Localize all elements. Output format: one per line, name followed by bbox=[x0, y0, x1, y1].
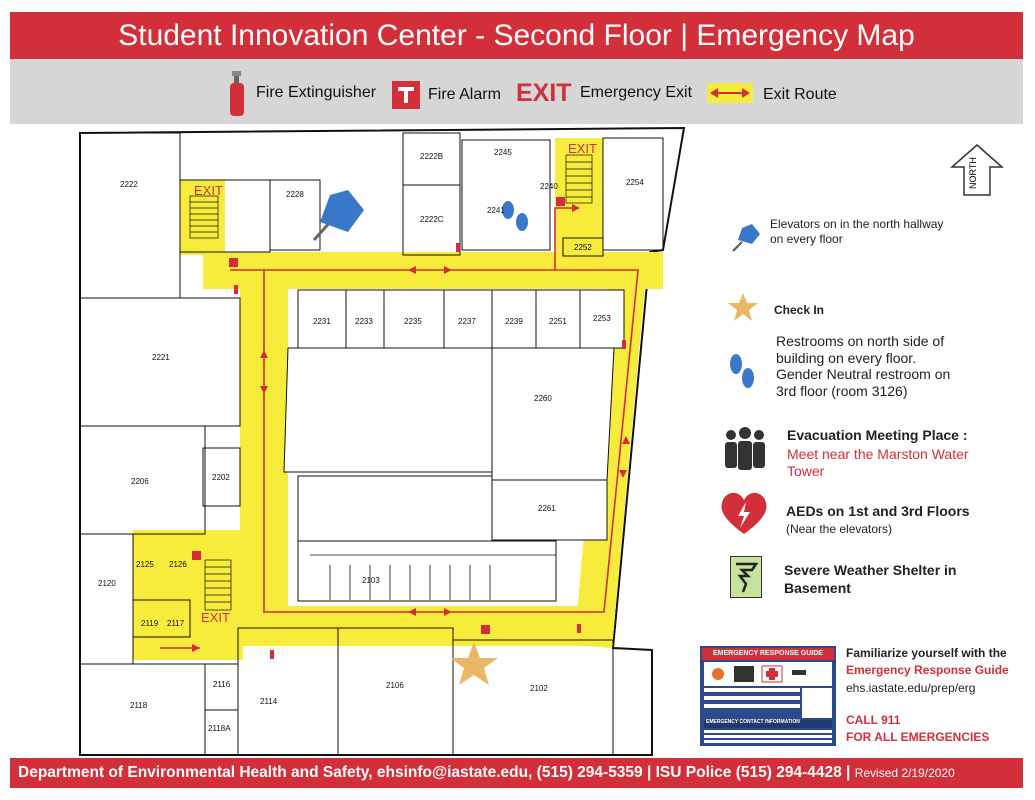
svg-text:2253: 2253 bbox=[593, 314, 611, 323]
svg-text:2260: 2260 bbox=[534, 394, 552, 403]
svg-text:2231: 2231 bbox=[313, 317, 331, 326]
svg-text:2114: 2114 bbox=[260, 697, 278, 706]
erg-card-graphic bbox=[702, 660, 834, 746]
erg-card bbox=[700, 646, 836, 746]
evacuation-group-icon bbox=[722, 427, 768, 471]
svg-text:2222C: 2222C bbox=[420, 215, 444, 224]
elevator-pin-legend-icon bbox=[730, 222, 762, 254]
legend-fire-alarm-label: Fire Alarm bbox=[428, 86, 501, 103]
tornado-shelter-icon bbox=[730, 556, 762, 598]
svg-text:2118: 2118 bbox=[130, 701, 148, 710]
svg-text:2241: 2241 bbox=[487, 206, 505, 215]
erg-card-contacts: EMERGENCY CONTACT INFORMATION bbox=[706, 719, 800, 725]
floor-plan-map bbox=[0, 124, 700, 756]
svg-text:2125: 2125 bbox=[136, 560, 154, 569]
erg-url[interactable]: ehs.iastate.edu/prep/erg bbox=[846, 681, 976, 695]
check-in-legend-icon bbox=[728, 292, 758, 322]
aed-heart-icon bbox=[718, 490, 770, 536]
svg-text:2239: 2239 bbox=[505, 317, 523, 326]
svg-text:2228: 2228 bbox=[286, 190, 304, 199]
svg-text:2245: 2245 bbox=[494, 148, 512, 157]
svg-text:2117: 2117 bbox=[167, 619, 185, 628]
exit-sign-label: EXIT bbox=[516, 79, 572, 107]
call-911-line1: CALL 911 bbox=[846, 713, 901, 727]
exit-label-sw: EXIT bbox=[201, 610, 230, 625]
erg-line1: Familiarize yourself with the bbox=[846, 646, 1007, 660]
svg-text:2102: 2102 bbox=[530, 684, 548, 693]
aed-title: AEDs on 1st and 3rd Floors bbox=[786, 503, 970, 519]
legend bbox=[10, 59, 1023, 124]
erg-line2: Emergency Response Guide bbox=[846, 663, 1009, 677]
legend-emergency-exit-label: Emergency Exit bbox=[580, 84, 693, 101]
evacuation-place: Meet near the Marston Water Tower bbox=[787, 446, 969, 479]
erg-card-title: EMERGENCY RESPONSE GUIDE bbox=[702, 648, 834, 660]
legend-exit-route-label: Exit Route bbox=[763, 86, 837, 103]
exit-route-icon bbox=[707, 83, 753, 103]
footer-revised: Revised 2/19/2020 bbox=[854, 766, 955, 780]
svg-text:2240: 2240 bbox=[540, 182, 558, 191]
svg-text:2261: 2261 bbox=[538, 504, 556, 513]
svg-text:2233: 2233 bbox=[355, 317, 373, 326]
svg-text:2254: 2254 bbox=[626, 178, 644, 187]
exit-label-ne: EXIT bbox=[568, 141, 597, 156]
svg-text:2120: 2120 bbox=[98, 579, 116, 588]
svg-text:2206: 2206 bbox=[131, 477, 149, 486]
svg-text:2252: 2252 bbox=[574, 243, 592, 252]
exit-label-nw: EXIT bbox=[194, 183, 223, 198]
svg-text:2126: 2126 bbox=[169, 560, 187, 569]
aed-info bbox=[786, 503, 976, 538]
svg-text:2237: 2237 bbox=[458, 317, 476, 326]
north-label: NORTH bbox=[968, 157, 978, 189]
restrooms-note: Restrooms on north side of building on every floor. Gender Neutral restroom on 3rd floor (room 3126) bbox=[776, 333, 951, 399]
page-title: Student Innovation Center - Second Floor | Emergency Map bbox=[10, 12, 1023, 59]
check-in-label: Check In bbox=[774, 303, 825, 317]
svg-text:2116: 2116 bbox=[213, 680, 231, 689]
fire-alarm-icon bbox=[392, 81, 420, 109]
evacuation-title: Evacuation Meeting Place : bbox=[787, 427, 968, 443]
svg-text:2222: 2222 bbox=[120, 180, 138, 189]
svg-text:2106: 2106 bbox=[386, 681, 404, 690]
svg-text:2119: 2119 bbox=[141, 619, 159, 628]
svg-text:2103: 2103 bbox=[362, 576, 380, 585]
shelter-note: Severe Weather Shelter in Basement bbox=[784, 562, 957, 596]
elevators-note: Elevators on in the north hallway on every floor bbox=[770, 217, 944, 246]
svg-text:2118A: 2118A bbox=[208, 724, 231, 733]
svg-text:2235: 2235 bbox=[404, 317, 422, 326]
footer-contacts: Department of Environmental Health and Safety, ehsinfo@iastate.edu, (515) 294-5359 | ISU Police (515) 294-4428 | bbox=[18, 764, 851, 781]
legend-fire-extinguisher-label: Fire Extinguisher bbox=[256, 84, 377, 101]
svg-text:2221: 2221 bbox=[152, 353, 170, 362]
call-911-line2: FOR ALL EMERGENCIES bbox=[846, 730, 990, 744]
footer bbox=[10, 758, 1023, 788]
fire-extinguisher-icon bbox=[228, 71, 246, 117]
restroom-legend-icon bbox=[728, 352, 756, 390]
svg-text:2251: 2251 bbox=[549, 317, 567, 326]
north-arrow bbox=[950, 143, 1004, 197]
svg-text:2222B: 2222B bbox=[420, 152, 444, 161]
svg-text:2202: 2202 bbox=[212, 473, 230, 482]
aed-note: (Near the elevators) bbox=[786, 522, 893, 536]
